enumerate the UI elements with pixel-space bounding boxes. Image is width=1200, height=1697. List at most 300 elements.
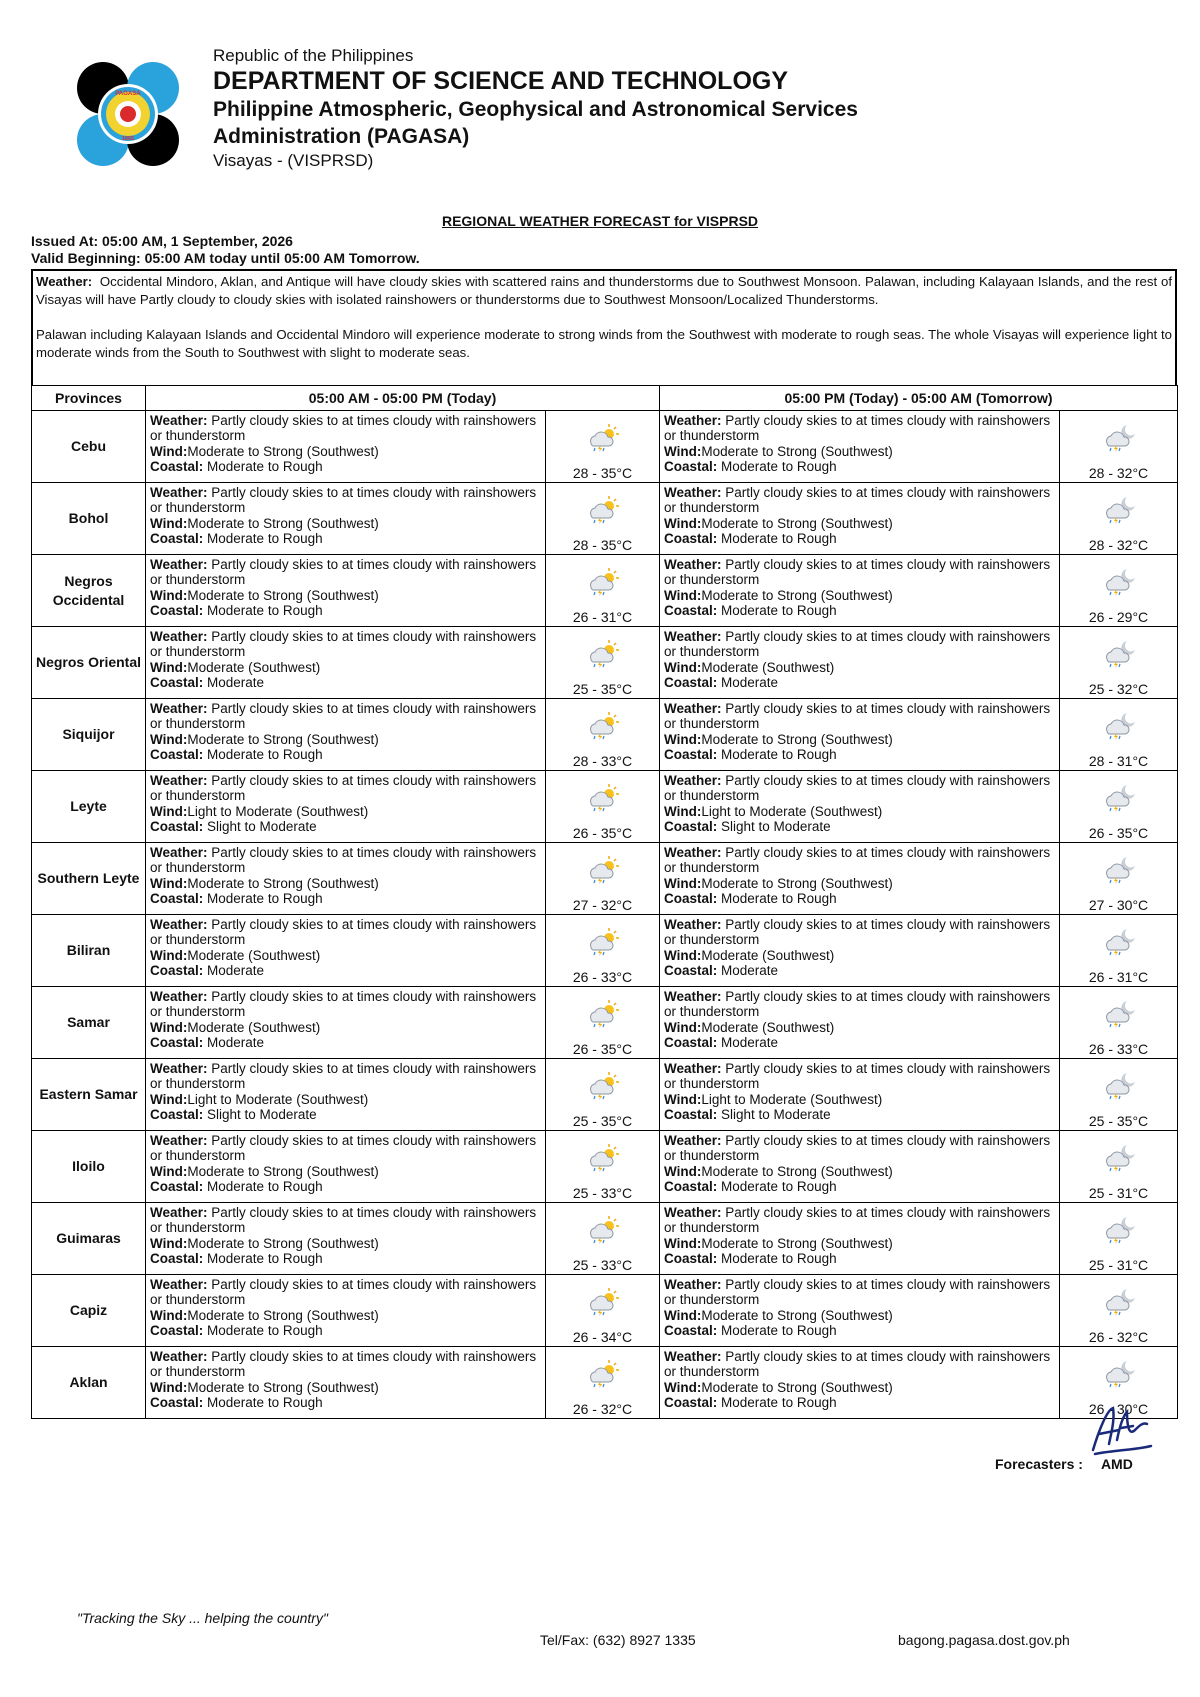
table-row <box>32 1131 1178 1203</box>
pagasa-logo <box>73 60 183 170</box>
wind-value: Moderate (Southwest) <box>187 1019 321 1035</box>
coastal-value: Moderate to Rough <box>207 1394 323 1410</box>
wind-label: Wind: <box>150 1019 188 1035</box>
wind-label: Wind: <box>150 731 188 747</box>
weather-label: Weather: <box>150 1061 208 1076</box>
weather-label: Weather: <box>150 1349 208 1364</box>
wind-value: Light to Moderate (Southwest) <box>701 803 883 819</box>
night-forecast <box>660 1059 1060 1131</box>
wind-label: Wind: <box>150 443 188 459</box>
day-forecast <box>146 483 546 555</box>
day-temperature: 26 - 35°C <box>572 1041 633 1057</box>
weather-label: Weather: <box>664 917 722 932</box>
wind-value: Moderate to Strong (Southwest) <box>187 1163 379 1179</box>
forecast-table-body <box>32 411 1178 1419</box>
wind-label: Wind: <box>664 1163 702 1179</box>
coastal-label: Coastal: <box>664 530 718 546</box>
night-icon-cell <box>1060 843 1178 915</box>
night-temperature: 26 - 32°C <box>1088 1329 1149 1345</box>
wind-label: Wind: <box>150 515 188 531</box>
wind-label: Wind: <box>150 1235 188 1251</box>
wind-value: Moderate to Strong (Southwest) <box>187 731 379 747</box>
province-name: Negros Oriental <box>32 627 146 699</box>
coastal-value: Slight to Moderate <box>207 1106 317 1122</box>
wind-value: Moderate to Strong (Southwest) <box>701 515 893 531</box>
table-row <box>32 1275 1178 1347</box>
night-temperature: 26 - 31°C <box>1088 969 1149 985</box>
province-name: Siquijor <box>32 699 146 771</box>
weather-value: Partly cloudy skies to at times cloudy with rainshowers or thunderstorm <box>664 989 1051 1020</box>
wind-value: Moderate to Strong (Southwest) <box>701 1163 893 1179</box>
coastal-label: Coastal: <box>664 1394 718 1410</box>
coastal-value: Moderate to Rough <box>207 890 323 906</box>
night-forecast <box>660 627 1060 699</box>
wind-value: Moderate to Strong (Southwest) <box>187 443 379 459</box>
coastal-value: Moderate to Rough <box>721 1178 837 1194</box>
weather-label: Weather: <box>150 485 208 500</box>
coastal-value: Moderate <box>207 962 265 978</box>
weather-value: Partly cloudy skies to at times cloudy with rainshowers or thunderstorm <box>664 413 1051 444</box>
moon-cloud-rain-thunder-icon <box>1100 1071 1138 1101</box>
day-forecast <box>146 771 546 843</box>
wind-label: Wind: <box>664 731 702 747</box>
night-forecast <box>660 555 1060 627</box>
day-icon-cell <box>546 1131 660 1203</box>
weather-value: Partly cloudy skies to at times cloudy with rainshowers or thunderstorm <box>150 1061 537 1092</box>
night-forecast <box>660 843 1060 915</box>
province-name: Biliran <box>32 915 146 987</box>
sun-cloud-rain-thunder-icon <box>584 567 622 597</box>
coastal-value: Slight to Moderate <box>721 1106 831 1122</box>
summary-weather-body: Occidental Mindoro, Aklan, and Antique will have cloudy skies with scattered rains and thunderstorms due to Southwest Monsoon. Palawan, including Kalayaan Islands, and the rest of Visayas will have Partly cloudy to cloudy skies with isolated rainshowers or thunderstorms due to Southwest Monsoon/Localized Thunderstorms. <box>36 274 1173 307</box>
night-icon-cell <box>1060 627 1178 699</box>
weather-label: Weather: <box>150 413 208 428</box>
coastal-label: Coastal: <box>664 458 718 474</box>
weather-value: Partly cloudy skies to at times cloudy with rainshowers or thunderstorm <box>150 989 537 1020</box>
day-forecast <box>146 411 546 483</box>
coastal-label: Coastal: <box>150 458 204 474</box>
region-line: Visayas - (VISPRSD) <box>213 151 374 170</box>
forecasters-label: Forecasters : <box>995 1456 1083 1472</box>
weather-value: Partly cloudy skies to at times cloudy with rainshowers or thunderstorm <box>150 1133 537 1164</box>
forecast-table <box>31 385 1178 1419</box>
weather-value: Partly cloudy skies to at times cloudy with rainshowers or thunderstorm <box>664 485 1051 516</box>
wind-value: Moderate to Strong (Southwest) <box>701 875 893 891</box>
night-icon-cell <box>1060 1203 1178 1275</box>
night-icon-cell <box>1060 987 1178 1059</box>
night-icon-cell <box>1060 915 1178 987</box>
day-forecast <box>146 1203 546 1275</box>
coastal-value: Moderate to Rough <box>207 1322 323 1338</box>
wind-label: Wind: <box>664 587 702 603</box>
day-icon-cell <box>546 1347 660 1419</box>
moon-cloud-rain-thunder-icon <box>1100 711 1138 741</box>
coastal-value: Moderate <box>207 674 265 690</box>
coastal-label: Coastal: <box>150 746 204 762</box>
weather-value: Partly cloudy skies to at times cloudy with rainshowers or thunderstorm <box>150 1205 537 1236</box>
wind-label: Wind: <box>150 875 188 891</box>
letterhead <box>73 44 1133 174</box>
day-icon-cell <box>546 843 660 915</box>
province-name: Negros Occidental <box>32 555 146 627</box>
weather-value: Partly cloudy skies to at times cloudy with rainshowers or thunderstorm <box>150 701 537 732</box>
wind-label: Wind: <box>664 1379 702 1395</box>
day-icon-cell <box>546 627 660 699</box>
day-icon-cell <box>546 483 660 555</box>
coastal-label: Coastal: <box>150 962 204 978</box>
header-provinces: Provinces <box>32 386 146 411</box>
wind-summary-text: Palawan including Kalayaan Islands and Occidental Mindoro will experience moderate to strong winds from the Southwest with moderate to rough seas. The whole Visayas will experience light to moderate winds from the South to Southwest with slight to moderate seas. <box>36 327 1172 360</box>
day-temperature: 25 - 33°C <box>572 1257 633 1273</box>
day-icon-cell <box>546 771 660 843</box>
sun-cloud-rain-thunder-icon <box>584 495 622 525</box>
valid-beginning <box>31 250 420 267</box>
wind-value: Moderate to Strong (Southwest) <box>701 1379 893 1395</box>
wind-value: Moderate (Southwest) <box>187 947 321 963</box>
sun-cloud-rain-thunder-icon <box>584 423 622 453</box>
wind-value: Moderate to Strong (Southwest) <box>701 587 893 603</box>
table-row <box>32 1347 1178 1419</box>
day-icon-cell <box>546 915 660 987</box>
weather-label: Weather: <box>664 413 722 428</box>
sun-cloud-rain-thunder-icon <box>584 999 622 1029</box>
table-row <box>32 483 1178 555</box>
day-icon-cell <box>546 555 660 627</box>
footer-website[interactable]: bagong.pagasa.dost.gov.ph <box>898 1632 1070 1648</box>
wind-label: Wind: <box>664 443 702 459</box>
coastal-label: Coastal: <box>664 602 718 618</box>
night-temperature: 25 - 31°C <box>1088 1185 1149 1201</box>
weather-label: Weather: <box>664 1277 722 1292</box>
province-name: Southern Leyte <box>32 843 146 915</box>
table-row <box>32 843 1178 915</box>
weather-value: Partly cloudy skies to at times cloudy with rainshowers or thunderstorm <box>664 917 1051 948</box>
moon-cloud-rain-thunder-icon <box>1100 423 1138 453</box>
night-icon-cell <box>1060 1275 1178 1347</box>
wind-value: Moderate to Strong (Southwest) <box>187 515 379 531</box>
coastal-label: Coastal: <box>664 818 718 834</box>
wind-label: Wind: <box>664 1307 702 1323</box>
wind-label: Wind: <box>664 875 702 891</box>
sun-cloud-rain-thunder-icon <box>584 1143 622 1173</box>
weather-label: Weather: <box>664 989 722 1004</box>
night-icon-cell <box>1060 699 1178 771</box>
table-row <box>32 1059 1178 1131</box>
coastal-label: Coastal: <box>150 1178 204 1194</box>
day-temperature: 26 - 32°C <box>572 1401 633 1417</box>
forecaster-signature <box>1085 1400 1155 1460</box>
night-forecast <box>660 1131 1060 1203</box>
forecasters-name: AMD <box>1100 1456 1133 1472</box>
night-forecast <box>660 1203 1060 1275</box>
day-forecast <box>146 1275 546 1347</box>
weather-value: Partly cloudy skies to at times cloudy with rainshowers or thunderstorm <box>664 1277 1051 1308</box>
valid-value: 05:00 AM today until 05:00 AM Tomorrow. <box>144 250 420 266</box>
night-temperature: 28 - 32°C <box>1088 537 1149 553</box>
coastal-value: Moderate to Rough <box>207 458 323 474</box>
wind-label: Wind: <box>664 659 702 675</box>
night-temperature: 27 - 30°C <box>1088 897 1149 913</box>
weather-value: Partly cloudy skies to at times cloudy with rainshowers or thunderstorm <box>150 917 537 948</box>
moon-cloud-rain-thunder-icon <box>1100 999 1138 1029</box>
day-forecast <box>146 1347 546 1419</box>
province-name: Aklan <box>32 1347 146 1419</box>
day-forecast <box>146 987 546 1059</box>
day-temperature: 26 - 33°C <box>572 969 633 985</box>
province-name: Leyte <box>32 771 146 843</box>
coastal-value: Moderate to Rough <box>721 890 837 906</box>
province-name: Guimaras <box>32 1203 146 1275</box>
agency-line-1: Philippine Atmospheric, Geophysical and Astronomical Services <box>213 98 858 121</box>
moon-cloud-rain-thunder-icon <box>1100 1143 1138 1173</box>
wind-label: Wind: <box>664 515 702 531</box>
coastal-label: Coastal: <box>150 818 204 834</box>
table-row <box>32 699 1178 771</box>
table-row <box>32 915 1178 987</box>
moon-cloud-rain-thunder-icon <box>1100 927 1138 957</box>
night-forecast <box>660 1275 1060 1347</box>
coastal-value: Moderate <box>721 962 779 978</box>
day-temperature: 25 - 35°C <box>572 681 633 697</box>
footer-motto: "Tracking the Sky ... helping the country" <box>77 1610 328 1626</box>
day-temperature: 28 - 35°C <box>572 537 633 553</box>
signature-text: Afn <box>1085 1400 1087 1401</box>
day-icon-cell <box>546 1203 660 1275</box>
weather-summary <box>31 269 1177 385</box>
table-header-row <box>32 386 1178 411</box>
coastal-label: Coastal: <box>664 746 718 762</box>
coastal-label: Coastal: <box>150 1322 204 1338</box>
weather-label: Weather: <box>150 917 208 932</box>
night-forecast <box>660 483 1060 555</box>
weather-value: Partly cloudy skies to at times cloudy with rainshowers or thunderstorm <box>150 773 537 804</box>
moon-cloud-rain-thunder-icon <box>1100 855 1138 885</box>
logo-text: PAGASA <box>115 91 141 97</box>
issued-value: 05:00 AM, 1 September, 2026 <box>102 233 293 249</box>
issue-info <box>31 233 420 267</box>
wind-label: Wind: <box>150 1091 188 1107</box>
weather-value: Partly cloudy skies to at times cloudy with rainshowers or thunderstorm <box>150 845 537 876</box>
table-row <box>32 771 1178 843</box>
coastal-value: Moderate to Rough <box>721 458 837 474</box>
sun-cloud-rain-thunder-icon <box>584 783 622 813</box>
weather-summary-text <box>36 273 1172 308</box>
coastal-value: Moderate to Rough <box>207 602 323 618</box>
day-forecast <box>146 627 546 699</box>
coastal-label: Coastal: <box>150 1034 204 1050</box>
coastal-label: Coastal: <box>664 674 718 690</box>
day-icon-cell <box>546 1275 660 1347</box>
weather-label: Weather: <box>150 701 208 716</box>
night-temperature: 26 - 29°C <box>1088 609 1149 625</box>
wind-value: Light to Moderate (Southwest) <box>187 1091 369 1107</box>
day-icon-cell <box>546 987 660 1059</box>
coastal-value: Moderate to Rough <box>721 1322 837 1338</box>
wind-label: Wind: <box>664 947 702 963</box>
issued-at <box>31 233 420 250</box>
weather-value: Partly cloudy skies to at times cloudy with rainshowers or thunderstorm <box>150 413 537 444</box>
day-temperature: 26 - 35°C <box>572 825 633 841</box>
wind-label: Wind: <box>664 1091 702 1107</box>
night-temperature: 28 - 32°C <box>1088 465 1149 481</box>
wind-value: Moderate to Strong (Southwest) <box>187 875 379 891</box>
weather-label: Weather: <box>150 1133 208 1148</box>
night-icon-cell <box>1060 411 1178 483</box>
wind-label: Wind: <box>150 1163 188 1179</box>
wind-label: Wind: <box>150 1379 188 1395</box>
department-name: DEPARTMENT OF SCIENCE AND TECHNOLOGY <box>213 67 789 95</box>
coastal-value: Moderate <box>721 1034 779 1050</box>
province-name: Cebu <box>32 411 146 483</box>
coastal-label: Coastal: <box>150 1106 204 1122</box>
coastal-value: Moderate to Rough <box>207 530 323 546</box>
moon-cloud-rain-thunder-icon <box>1100 1359 1138 1389</box>
moon-cloud-rain-thunder-icon <box>1100 495 1138 525</box>
coastal-label: Coastal: <box>150 602 204 618</box>
wind-value: Moderate to Strong (Southwest) <box>701 1235 893 1251</box>
day-temperature: 27 - 32°C <box>572 897 633 913</box>
day-temperature: 25 - 35°C <box>572 1113 633 1129</box>
coastal-value: Moderate <box>721 674 779 690</box>
letterhead-text <box>213 46 858 172</box>
weather-label: Weather: <box>664 1205 722 1220</box>
weather-value: Partly cloudy skies to at times cloudy with rainshowers or thunderstorm <box>150 557 537 588</box>
coastal-label: Coastal: <box>150 530 204 546</box>
day-temperature: 26 - 34°C <box>572 1329 633 1345</box>
night-forecast <box>660 987 1060 1059</box>
coastal-value: Moderate to Rough <box>721 530 837 546</box>
sun-cloud-rain-thunder-icon <box>584 855 622 885</box>
coastal-value: Moderate to Rough <box>207 1178 323 1194</box>
province-name: Capiz <box>32 1275 146 1347</box>
coastal-value: Moderate to Rough <box>721 1394 837 1410</box>
weather-value: Partly cloudy skies to at times cloudy with rainshowers or thunderstorm <box>664 629 1051 660</box>
day-temperature: 26 - 31°C <box>572 609 633 625</box>
coastal-label: Coastal: <box>664 1034 718 1050</box>
day-icon-cell <box>546 699 660 771</box>
day-forecast <box>146 843 546 915</box>
night-temperature: 26 - 33°C <box>1088 1041 1149 1057</box>
wind-label: Wind: <box>664 1235 702 1251</box>
sun-cloud-rain-thunder-icon <box>584 1215 622 1245</box>
weather-label: Weather: <box>664 629 722 644</box>
moon-cloud-rain-thunder-icon <box>1100 567 1138 597</box>
coastal-value: Moderate to Rough <box>721 602 837 618</box>
wind-value: Moderate to Strong (Southwest) <box>701 443 893 459</box>
night-temperature: 26 - 35°C <box>1088 825 1149 841</box>
moon-cloud-rain-thunder-icon <box>1100 783 1138 813</box>
weather-value: Partly cloudy skies to at times cloudy with rainshowers or thunderstorm <box>664 701 1051 732</box>
coastal-value: Moderate <box>207 1034 265 1050</box>
weather-value: Partly cloudy skies to at times cloudy with rainshowers or thunderstorm <box>150 485 537 516</box>
wind-value: Moderate (Southwest) <box>187 659 321 675</box>
day-temperature: 25 - 33°C <box>572 1185 633 1201</box>
sun-cloud-rain-thunder-icon <box>584 1071 622 1101</box>
wind-value: Moderate to Strong (Southwest) <box>701 731 893 747</box>
wind-label: Wind: <box>664 803 702 819</box>
day-forecast <box>146 699 546 771</box>
night-temperature: 28 - 31°C <box>1088 753 1149 769</box>
coastal-label: Coastal: <box>664 1250 718 1266</box>
moon-cloud-rain-thunder-icon <box>1100 639 1138 669</box>
weather-label: Weather: <box>150 773 208 788</box>
province-name: Iloilo <box>32 1131 146 1203</box>
table-row <box>32 987 1178 1059</box>
moon-cloud-rain-thunder-icon <box>1100 1287 1138 1317</box>
wind-value: Moderate to Strong (Southwest) <box>701 1307 893 1323</box>
logo-year: 1865 <box>121 136 135 142</box>
coastal-label: Coastal: <box>150 674 204 690</box>
document-title: REGIONAL WEATHER FORECAST for VISPRSD <box>441 213 759 229</box>
night-temperature: 26 - 30°C <box>1088 1401 1149 1417</box>
wind-value: Moderate to Strong (Southwest) <box>187 1379 379 1395</box>
coastal-value: Moderate to Rough <box>721 746 837 762</box>
agency-line-2: Administration (PAGASA) <box>213 125 470 148</box>
weather-value: Partly cloudy skies to at times cloudy with rainshowers or thunderstorm <box>664 1349 1051 1380</box>
coastal-label: Coastal: <box>664 962 718 978</box>
wind-label: Wind: <box>150 1307 188 1323</box>
weather-value: Partly cloudy skies to at times cloudy with rainshowers or thunderstorm <box>150 1349 537 1380</box>
day-icon-cell <box>546 1059 660 1131</box>
sun-cloud-rain-thunder-icon <box>584 927 622 957</box>
day-icon-cell <box>546 411 660 483</box>
wind-value: Moderate to Strong (Southwest) <box>187 1307 379 1323</box>
table-row <box>32 1203 1178 1275</box>
day-forecast <box>146 1131 546 1203</box>
coastal-value: Moderate to Rough <box>207 1250 323 1266</box>
weather-value: Partly cloudy skies to at times cloudy with rainshowers or thunderstorm <box>664 1133 1051 1164</box>
night-icon-cell <box>1060 771 1178 843</box>
night-temperature: 25 - 35°C <box>1088 1113 1149 1129</box>
wind-label: Wind: <box>150 659 188 675</box>
table-row <box>32 555 1178 627</box>
province-name: Bohol <box>32 483 146 555</box>
coastal-value: Slight to Moderate <box>207 818 317 834</box>
wind-label: Wind: <box>664 1019 702 1035</box>
wind-value: Moderate (Southwest) <box>701 659 835 675</box>
sun-cloud-rain-thunder-icon <box>584 639 622 669</box>
weather-label: Weather: <box>664 773 722 788</box>
province-name: Eastern Samar <box>32 1059 146 1131</box>
coastal-label: Coastal: <box>150 1250 204 1266</box>
wind-value: Moderate (Southwest) <box>701 947 835 963</box>
coastal-label: Coastal: <box>150 1394 204 1410</box>
weather-label: Weather: <box>664 1133 722 1148</box>
valid-label: Valid Beginning: <box>31 250 141 266</box>
coastal-label: Coastal: <box>664 1106 718 1122</box>
wind-label: Wind: <box>150 947 188 963</box>
night-forecast <box>660 699 1060 771</box>
day-forecast <box>146 1059 546 1131</box>
republic-line: Republic of the Philippines <box>213 46 414 65</box>
summary-weather-label: Weather: <box>36 274 93 289</box>
night-icon-cell <box>1060 1131 1178 1203</box>
weather-value: Partly cloudy skies to at times cloudy with rainshowers or thunderstorm <box>664 845 1051 876</box>
table-row <box>32 411 1178 483</box>
coastal-value: Moderate to Rough <box>721 1250 837 1266</box>
wind-value: Moderate (Southwest) <box>701 1019 835 1035</box>
header-day-period: 05:00 AM - 05:00 PM (Today) <box>146 386 660 411</box>
coastal-label: Coastal: <box>664 1322 718 1338</box>
night-icon-cell <box>1060 483 1178 555</box>
coastal-value: Moderate to Rough <box>207 746 323 762</box>
weather-label: Weather: <box>150 989 208 1004</box>
weather-value: Partly cloudy skies to at times cloudy with rainshowers or thunderstorm <box>664 773 1051 804</box>
weather-label: Weather: <box>150 629 208 644</box>
wind-label: Wind: <box>150 587 188 603</box>
wind-value: Moderate to Strong (Southwest) <box>187 1235 379 1251</box>
night-icon-cell <box>1060 555 1178 627</box>
